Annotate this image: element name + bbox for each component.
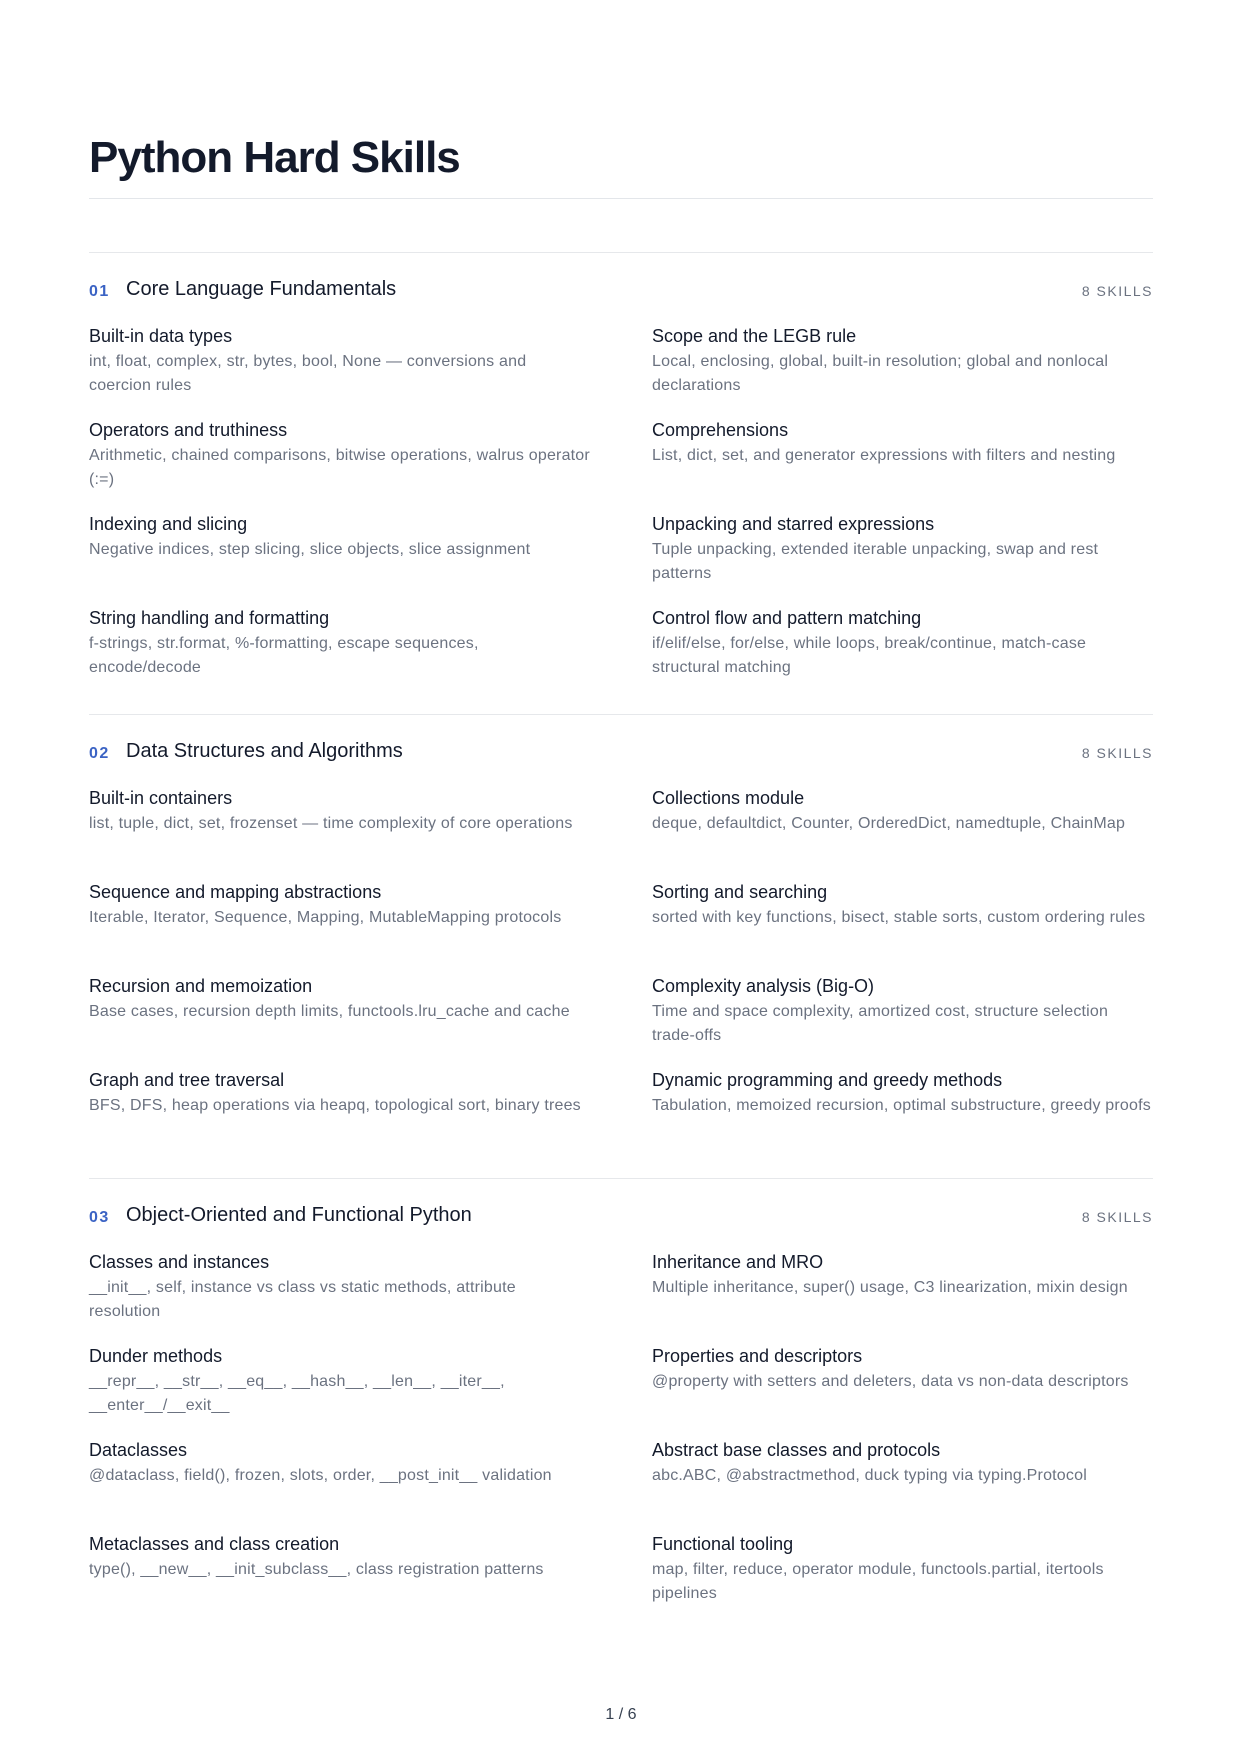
skill-item: [652, 418, 1153, 512]
section-skill-count: 8 SKILLS: [1081, 1209, 1153, 1225]
skill-name: Inheritance and MRO: [652, 1252, 824, 1272]
skill-name: Complexity analysis (Big-O): [652, 976, 875, 996]
section-title: Core Language Fundamentals: [126, 278, 397, 300]
skill-name: Graph and tree traversal: [89, 1070, 285, 1090]
skill-name: Abstract base classes and protocols: [652, 1440, 941, 1460]
skill-item: [89, 1250, 590, 1344]
skill-item: [652, 1532, 1153, 1626]
skill-item: [652, 1250, 1153, 1344]
skill-item: [652, 1438, 1153, 1532]
skill-description: __repr__, __str__, __eq__, __hash__, __len__, __iter__, __enter__/__exit__: [89, 1373, 505, 1414]
skill-item: [89, 606, 590, 700]
section-divider: [89, 714, 1153, 715]
skills-grid: [89, 324, 1153, 700]
skill-description: __init__, self, instance vs class vs static methods, attribute resolution: [89, 1279, 516, 1320]
skill-item: [89, 1344, 590, 1438]
skill-description: f-strings, str.format, %-formatting, escape sequences, encode/decode: [89, 635, 479, 676]
skill-item: [652, 512, 1153, 606]
skill-name: Collections module: [652, 788, 805, 808]
page-number: 1 / 6: [605, 1706, 637, 1723]
skill-item: [89, 974, 590, 1068]
skill-name: Dataclasses: [89, 1440, 188, 1460]
skill-name: Functional tooling: [652, 1534, 794, 1554]
skills-grid: [89, 786, 1153, 1162]
skill-name: Indexing and slicing: [89, 514, 248, 534]
skill-description: type(), __new__, __init_subclass__, class registration patterns: [89, 1561, 544, 1578]
skill-item: [89, 324, 590, 418]
skill-description: Base cases, recursion depth limits, functools.lru_cache and cache: [89, 1003, 570, 1020]
skill-description: sorted with key functions, bisect, stable sorts, custom ordering rules: [652, 909, 1146, 926]
skill-description: @property with setters and deleters, data vs non-data descriptors: [652, 1373, 1129, 1390]
skill-item: [89, 1068, 590, 1162]
skill-description: list, tuple, dict, set, frozenset — time complexity of core operations: [89, 815, 573, 832]
skills-grid: [89, 1250, 1153, 1626]
skill-description: Arithmetic, chained comparisons, bitwise operations, walrus operator (:=): [89, 447, 590, 488]
skill-name: Control flow and pattern matching: [652, 608, 922, 628]
skill-description: Multiple inheritance, super() usage, C3 linearization, mixin design: [652, 1279, 1128, 1296]
section-number: 01: [89, 283, 110, 300]
skill-description: BFS, DFS, heap operations via heapq, topological sort, binary trees: [89, 1097, 581, 1114]
skill-description: Tuple unpacking, extended iterable unpacking, swap and rest patterns: [652, 541, 1099, 582]
skill-item: [652, 1344, 1153, 1438]
skill-item: [89, 880, 590, 974]
skill-item: [89, 1438, 590, 1532]
skill-description: Time and space complexity, amortized cost, structure selection trade-offs: [652, 1003, 1109, 1044]
section-divider: [89, 1178, 1153, 1179]
skill-description: Negative indices, step slicing, slice objects, slice assignment: [89, 541, 531, 558]
skill-description: Local, enclosing, global, built-in resolution; global and nonlocal declarations: [652, 353, 1109, 394]
skill-item: [89, 786, 590, 880]
title-divider: [89, 198, 1153, 199]
skill-name: Sequence and mapping abstractions: [89, 882, 382, 902]
skill-name: Built-in data types: [89, 326, 233, 346]
skill-description: abc.ABC, @abstractmethod, duck typing via typing.Protocol: [652, 1467, 1087, 1484]
section-title: Object-Oriented and Functional Python: [126, 1204, 472, 1226]
page-title: Python Hard Skills: [89, 133, 460, 182]
skill-name: Built-in containers: [89, 788, 233, 808]
skill-description: Iterable, Iterator, Sequence, Mapping, MutableMapping protocols: [89, 909, 562, 926]
skill-name: Classes and instances: [89, 1252, 270, 1272]
skill-description: map, filter, reduce, operator module, functools.partial, itertools pipelines: [652, 1561, 1104, 1602]
skill-item: [652, 324, 1153, 418]
section-number: 02: [89, 745, 110, 762]
skill-name: Scope and the LEGB rule: [652, 326, 857, 346]
section-skill-count: 8 SKILLS: [1081, 283, 1153, 299]
skill-name: Properties and descriptors: [652, 1346, 863, 1366]
section-header: [89, 740, 1153, 770]
skill-name: Comprehensions: [652, 420, 789, 440]
skill-name: Sorting and searching: [652, 882, 828, 902]
skill-item: [652, 974, 1153, 1068]
skill-item: [652, 786, 1153, 880]
skill-name: Dynamic programming and greedy methods: [652, 1070, 1003, 1090]
section-divider: [89, 252, 1153, 253]
skill-name: Metaclasses and class creation: [89, 1534, 340, 1554]
section-header: [89, 278, 1153, 308]
skill-description: @dataclass, field(), frozen, slots, order, __post_init__ validation: [89, 1467, 552, 1484]
section-skill-count: 8 SKILLS: [1081, 745, 1153, 761]
section-number: 03: [89, 1209, 110, 1226]
skill-name: Operators and truthiness: [89, 420, 288, 440]
skill-item: [652, 1068, 1153, 1162]
skill-description: List, dict, set, and generator expressions with filters and nesting: [652, 447, 1116, 464]
skill-name: Dunder methods: [89, 1346, 223, 1366]
skill-item: [652, 880, 1153, 974]
skill-description: if/elif/else, for/else, while loops, break/continue, match-case structural matching: [652, 635, 1087, 676]
skill-description: int, float, complex, str, bytes, bool, None — conversions and coercion rules: [89, 353, 527, 394]
skill-name: Unpacking and starred expressions: [652, 514, 935, 534]
section-title: Data Structures and Algorithms: [126, 740, 403, 762]
skill-description: Tabulation, memoized recursion, optimal substructure, greedy proofs: [652, 1097, 1151, 1114]
skill-name: Recursion and memoization: [89, 976, 313, 996]
skill-item: [89, 512, 590, 606]
skill-name: String handling and formatting: [89, 608, 330, 628]
skill-item: [652, 606, 1153, 700]
skill-description: deque, defaultdict, Counter, OrderedDict, namedtuple, ChainMap: [652, 815, 1126, 832]
skill-item: [89, 1532, 590, 1626]
section-header: [89, 1204, 1153, 1234]
skill-item: [89, 418, 590, 512]
